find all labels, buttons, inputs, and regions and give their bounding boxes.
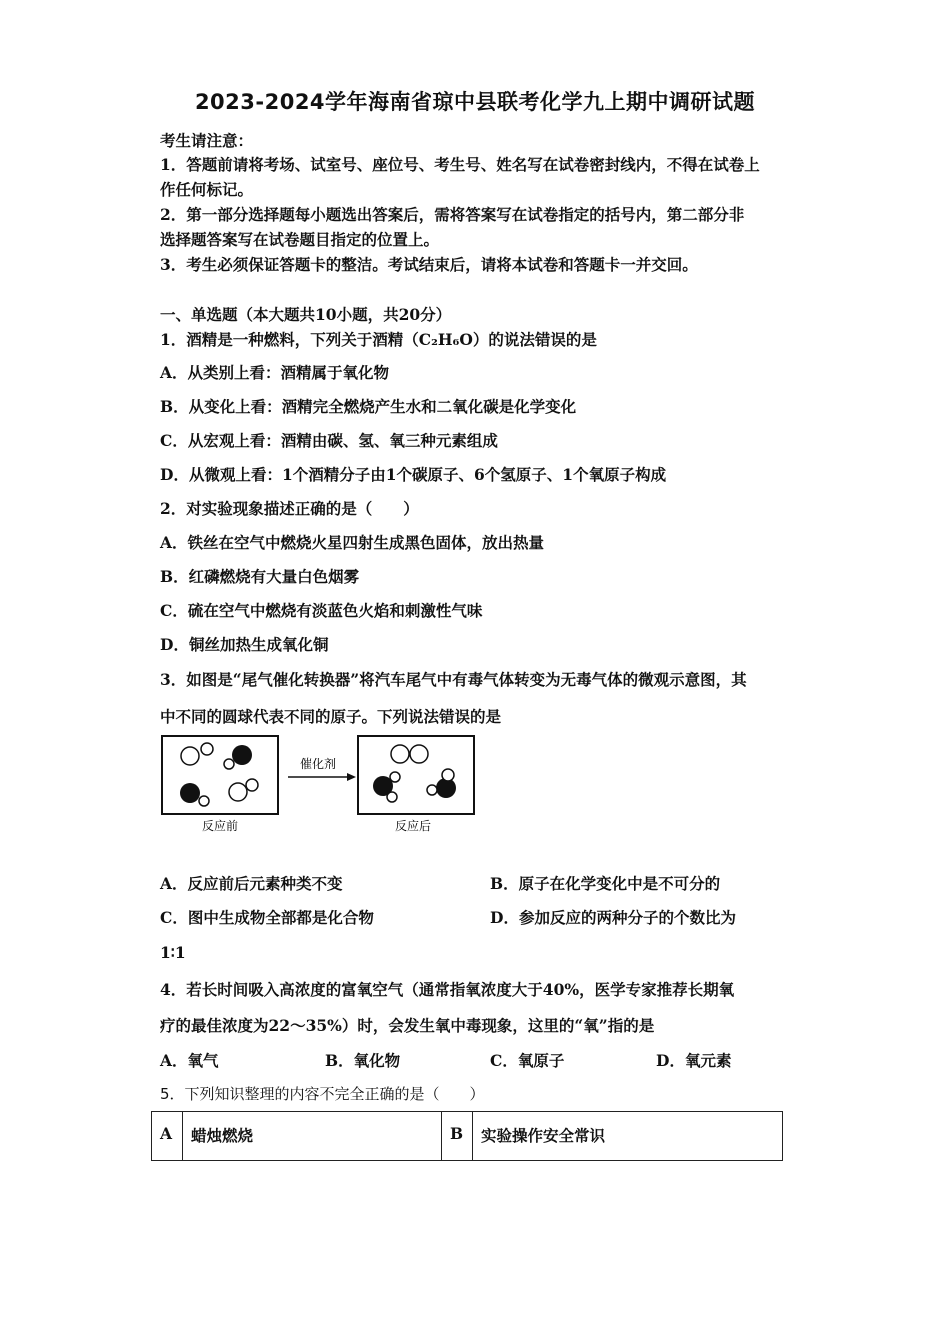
table-cell-a-title: 蜡烛燃烧	[183, 1112, 442, 1161]
question-1-stem: 1．酒精是一种燃料，下列关于酒精（C₂H₆O）的说法错误的是	[160, 330, 597, 349]
table-cell-b-title: 实验操作安全常识	[473, 1112, 783, 1161]
question-3-stem-line-2: 中不同的圆球代表不同的原子。下列说法错误的是	[160, 707, 502, 726]
notice-item-2-line-2: 选择题答案写在试卷题目指定的位置上。	[160, 230, 440, 249]
question-1-option-b: B．从变化上看：酒精完全燃烧产生水和二氧化碳是化学变化	[160, 397, 577, 416]
question-2-option-a: A．铁丝在空气中燃烧火星四射生成黑色固体，放出热量	[160, 533, 545, 552]
notice-item-1-line-1: 1．答题前请将考场、试室号、座位号、考生号、姓名写在试卷密封线内，不得在试卷上	[160, 155, 760, 174]
question-3-option-a: A．反应前后元素种类不变	[160, 874, 343, 893]
knowledge-table	[151, 1111, 783, 1161]
section-heading: 一、单选题（本大题共10小题，共20分）	[160, 305, 452, 324]
notice-item-1-line-2: 作任何标记。	[160, 180, 254, 199]
notice-item-2-line-1: 2．第一部分选择题每小题选出答案后，需将答案写在试卷指定的括号内，第二部分非	[160, 205, 745, 224]
notice-heading: 考生请注意：	[160, 131, 254, 150]
table-cell-a-letter: A	[152, 1112, 183, 1161]
question-4-stem-line-2: 疗的最佳浓度为22～35%）时，会发生氧中毒现象，这里的“氧”指的是	[160, 1016, 655, 1035]
question-4-option-d: D．氧元素	[656, 1051, 732, 1070]
question-2-option-c: C．硫在空气中燃烧有淡蓝色火焰和刺激性气味	[160, 601, 483, 620]
before-reaction-box	[162, 736, 278, 814]
question-4-option-b: B．氧化物	[325, 1051, 401, 1070]
question-4-option-c: C．氧原子	[490, 1051, 565, 1070]
question-3-option-d: D．参加反应的两种分子的个数比为	[490, 908, 736, 927]
question-1-option-c: C．从宏观上看：酒精由碳、氢、氧三种元素组成	[160, 431, 498, 450]
before-label: 反应前	[201, 819, 239, 833]
question-2-option-d: D．铜丝加热生成氧化铜	[160, 635, 329, 654]
question-2-stem: 2．对实验现象描述正确的是（ ）	[160, 499, 419, 518]
question-2-option-b: B．红磷燃烧有大量白色烟雾	[160, 567, 360, 586]
question-5-stem: 5．下列知识整理的内容不完全正确的是（ ）	[160, 1085, 485, 1103]
question-3-stem-line-1: 3．如图是“尾气催化转换器”将汽车尾气中有毒气体转变为无毒气体的微观示意图，其	[160, 670, 747, 689]
question-4-option-a: A．氧气	[160, 1051, 219, 1070]
question-3-option-b: B．原子在化学变化中是不可分的	[490, 874, 721, 893]
question-3-option-d-continued: 1∶1	[160, 943, 186, 962]
question-4-stem-line-1: 4．若长时间吸入高浓度的富氧空气（通常指氧浓度大于40%，医学专家推荐长期氧	[160, 980, 735, 999]
after-label: 反应后	[394, 819, 432, 833]
question-1-option-d: D．从微观上看：1个酒精分子由1个碳原子、6个氢原子、1个氧原子构成	[160, 465, 667, 484]
notice-item-3: 3．考生必须保证答题卡的整洁。考试结束后，请将本试卷和答题卡一并交回。	[160, 255, 698, 274]
exam-title: 2023-2024学年海南省琼中县联考化学九上期中调研试题	[194, 90, 756, 114]
table-row	[152, 1112, 783, 1161]
question-3-option-c: C．图中生成物全部都是化合物	[160, 908, 374, 927]
table-cell-b-letter: B	[442, 1112, 473, 1161]
catalyst-label: 催化剂	[299, 757, 337, 771]
catalytic-converter-diagram	[160, 734, 480, 838]
question-1-option-a: A．从类别上看：酒精属于氧化物	[160, 363, 390, 382]
after-reaction-box	[358, 736, 474, 814]
